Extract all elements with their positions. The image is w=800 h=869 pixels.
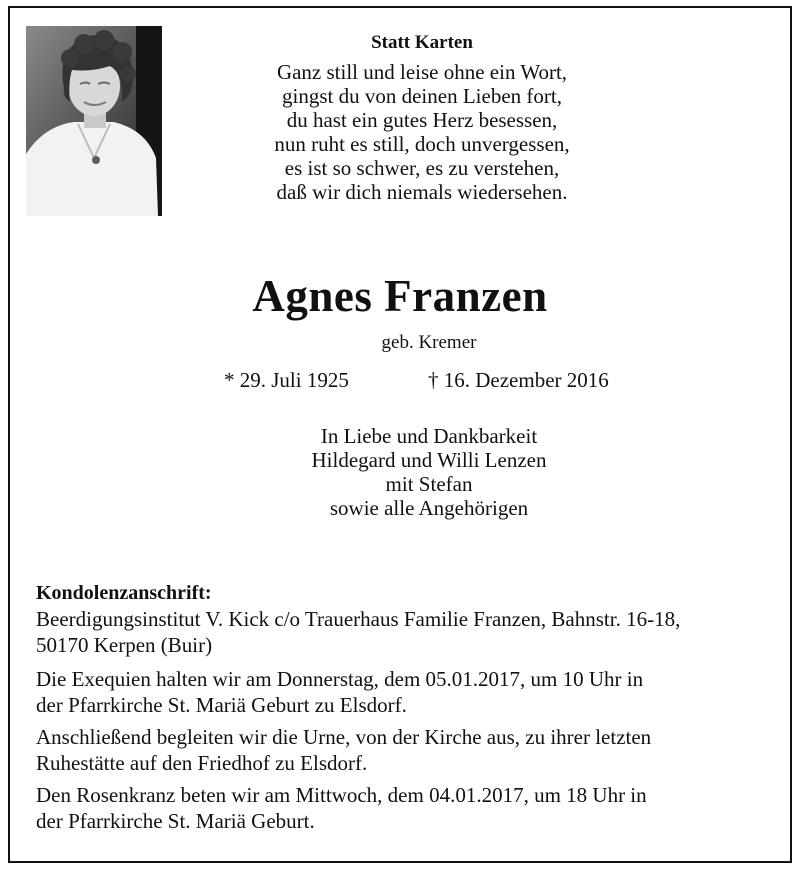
announcement-line: Die Exequien halten wir am Donnerstag, dem 05.01.2017, um 10 Uhr in <box>36 667 644 691</box>
death-date: † 16. Dezember 2016 <box>428 368 609 392</box>
mourners-line: Hildegard und Willi Lenzen <box>311 448 547 472</box>
birth-date: * 29. Juli 1925 <box>224 368 349 392</box>
portrait-photo <box>26 26 162 216</box>
mourners-line: sowie alle Angehörigen <box>329 496 529 520</box>
info-section <box>36 580 784 834</box>
announcement-line: Anschließend begleiten wir die Urne, von der Kirche aus, zu ihrer letzten <box>36 725 652 749</box>
birth-name: geb. Kremer <box>381 332 477 353</box>
condolence-label: Kondolenzanschrift: <box>36 582 212 604</box>
announcement-rosenkranz <box>36 782 784 834</box>
announcement-line: Ruhestätte auf den Friedhof zu Elsdorf. <box>36 751 368 775</box>
header-block <box>200 30 644 204</box>
announcement-urne <box>36 724 784 776</box>
poem-line: es ist so schwer, es zu verstehen, <box>284 156 560 180</box>
announcement-line: der Pfarrkirche St. Mariä Geburt zu Elsdorf. <box>36 693 407 717</box>
poem-line: du hast ein gutes Herz besessen, <box>286 108 558 132</box>
address-line: Beerdigungsinstitut V. Kick c/o Trauerhaus Familie Franzen, Bahnstr. 16-18, <box>36 607 681 631</box>
mourners-line: mit Stefan <box>385 472 473 496</box>
announcement-exequien <box>36 666 784 718</box>
poem-line: Ganz still und leise ohne ein Wort, <box>276 60 568 84</box>
announcement-line: der Pfarrkirche St. Mariä Geburt. <box>36 809 315 833</box>
mourners-signature <box>200 424 658 520</box>
address-line: 50170 Kerpen (Buir) <box>36 633 213 657</box>
poem-line: daß wir dich niemals wiedersehen. <box>276 180 568 204</box>
poem-line: gingst du von deinen Lieben fort, <box>282 84 562 108</box>
mourners-line: In Liebe und Dankbarkeit <box>320 424 538 448</box>
condolence-address <box>36 606 784 658</box>
poem-line: nun ruht es still, doch unvergessen, <box>274 132 570 156</box>
deceased-name: Agnes Franzen <box>252 271 548 321</box>
announcement-line: Den Rosenkranz beten wir am Mittwoch, dem 04.01.2017, um 18 Uhr in <box>36 783 647 807</box>
header-title: Statt Karten <box>371 32 473 53</box>
poem <box>200 60 644 204</box>
